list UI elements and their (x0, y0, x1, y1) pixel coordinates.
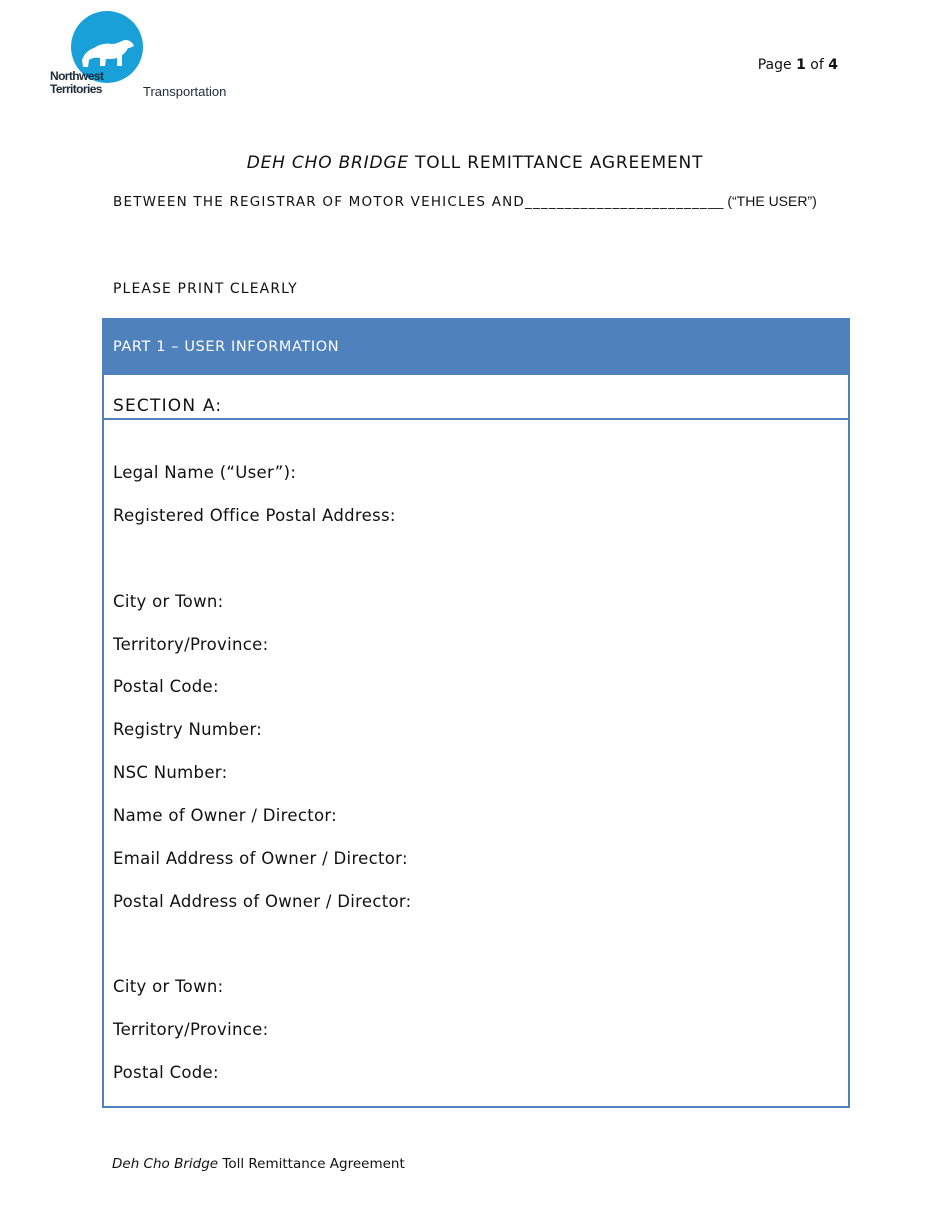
page-total: 4 (828, 57, 838, 73)
field-owner-address[interactable]: Postal Address of Owner / Director: (113, 892, 412, 911)
field-city[interactable]: City or Town: (113, 592, 224, 611)
field-owner-name[interactable]: Name of Owner / Director: (113, 806, 338, 825)
part-header: PART 1 – USER INFORMATION (104, 320, 848, 375)
section-label: SECTION A: (113, 396, 223, 416)
between-text: BETWEEN THE REGISTRAR OF MOTOR VEHICLES AND_______________________ (113, 194, 708, 210)
user-info-form (102, 318, 850, 1108)
field-owner-email[interactable]: Email Address of Owner / Director: (113, 849, 408, 868)
document-title (0, 153, 950, 173)
page-label: Page (757, 57, 792, 73)
title-italic: DEH CHO BRIDGE (246, 153, 409, 173)
page-number (758, 57, 838, 73)
field-registered-address[interactable]: Registered Office Postal Address: (113, 506, 396, 525)
field-nsc-number[interactable]: NSC Number: (113, 763, 228, 782)
section-row (104, 375, 848, 420)
logo-org-name: Northwest Territories (50, 69, 104, 96)
page-of: of (810, 57, 824, 73)
page-current: 1 (796, 57, 806, 73)
page-footer (112, 1156, 405, 1172)
footer-rest: Toll Remittance Agreement (222, 1156, 405, 1172)
field-legal-name[interactable]: Legal Name (“User”): (113, 463, 297, 482)
field-owner-postal-code[interactable]: Postal Code: (113, 1063, 219, 1082)
print-instruction: PLEASE PRINT CLEARLY (113, 281, 298, 297)
between-user: __ (“THE USER”) (707, 193, 817, 209)
title-rest: TOLL REMITTANCE AGREEMENT (415, 153, 704, 173)
field-territory[interactable]: Territory/Province: (113, 635, 269, 654)
gnwt-logo (48, 8, 248, 103)
field-owner-territory[interactable]: Territory/Province: (113, 1020, 269, 1039)
logo-dept-name: Transportation (143, 84, 227, 99)
field-owner-city[interactable]: City or Town: (113, 977, 224, 996)
field-postal-code[interactable]: Postal Code: (113, 677, 219, 696)
field-registry-number[interactable]: Registry Number: (113, 720, 263, 739)
footer-italic: Deh Cho Bridge (112, 1156, 219, 1172)
between-line (113, 193, 817, 210)
